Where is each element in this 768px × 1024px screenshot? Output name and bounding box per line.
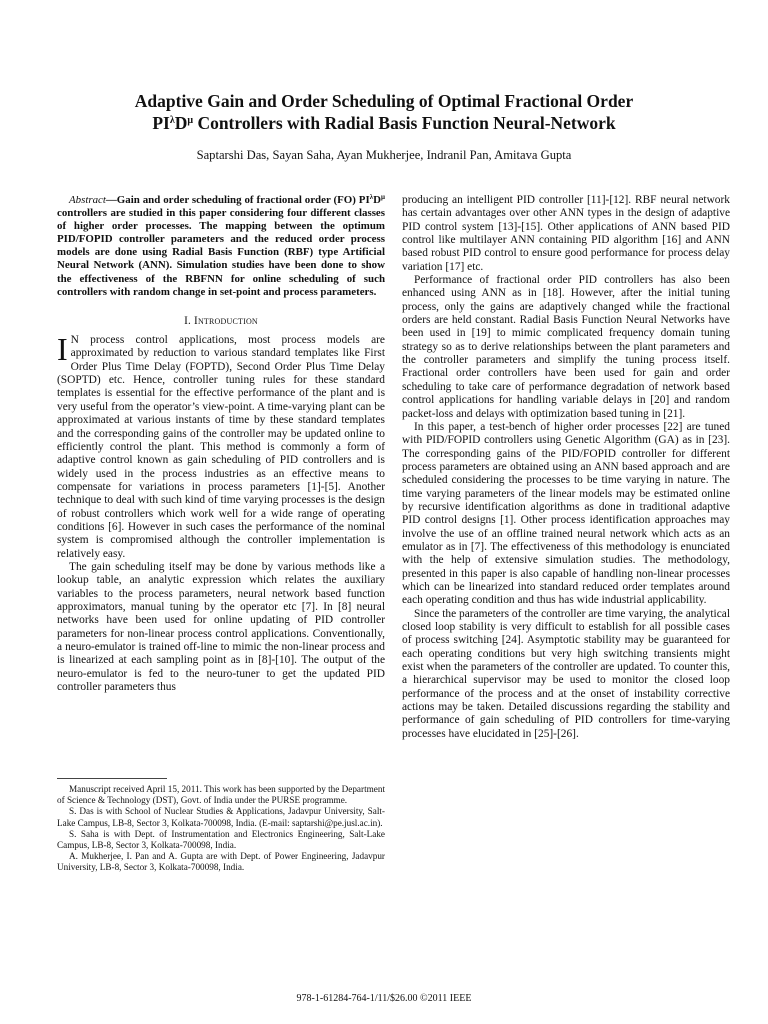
intro-paragraph-1-text: N process control applications, most process models are approximated by reduction to various standard templates like First Order Plus Time Delay (FOPTD), Second Order Plus Time Delay (SOPTD) etc. Hence, controller tuning rules for these standard templates is essential for the effective performance of the plant and is very useful from the operator’s view-point. A time-varying plant can be approximated at various instants of time by these standard templates and the corresponding gains of the controller may be updated online to efficiently control the plant. This method is commonly a form of adaptive control known as gain scheduling of PID controllers and is widely used in the process industries as an effective means to compensate for variations in process parameters [1]-[5]. Another technique to deal with such kind of time varying processes is the design of robust controllers which work well for a wide range of operating conditions [6]. However in such cases the performance of the nominal system is compromised although the controller implementation is relatively easy. [57,334,385,560]
abstract [57,194,385,299]
title-line-2 [40,112,728,134]
right-paragraph-2: Performance of fractional order PID controllers has also been enhanced using ANN as in [18]. However, after the initial tuning process, only the gains are adaptively changed while the fractional orders are held constant. Radial Basis Function Neural Networks have been used in [19] to mimic complicated frequency domain tuning strategy so as to derive relationships between the plant parameters and the controller parameters and simplify the tuning process itself. Fractional order controllers have been used for gain and order scheduling to take care of performance degradation of network based control applications for handling variable delays in [20] and random packet-loss and delays with optimization based tuning in [21]. [402,274,730,420]
section-title: Introduction [194,314,258,327]
title-pi: PI [152,113,170,133]
footnotes [57,784,385,874]
intro-paragraph-1 [57,331,385,561]
footnote-manuscript: Manuscript received April 15, 2011. This work has been supported by the Department of Science & Technology (DST), Govt. of India under the PURSE programme. [57,784,385,806]
abstract-part2: controllers are studied in this paper considering four different classes of higher order processes. The mapping between the optimum PID/FOPID controller parameters and the reduced order process models are done using Radial Basis Function (RBF) type Artificial Neural Network (ANN). Simulation studies have been done to show the effectiveness of the RBFNN for online scheduling of such controllers with random change in set-point and process parameters. [57,207,385,298]
paper-title [40,90,728,134]
abstract-label: Abstract [69,194,106,206]
title-line-1: Adaptive Gain and Order Scheduling of Optimal Fractional Order [134,91,634,111]
abstract-mu: μ [381,193,385,201]
footnote-rule [57,778,167,779]
section-heading-introduction [57,315,385,328]
footnote-saha: S. Saha is with Dept. of Instrumentation and Electronics Engineering, Salt-Lake Campus, LB-8, Sector 3, Kolkata-700098, India. [57,828,385,851]
section-number: I. [184,314,192,327]
footnote-das: S. Das is with School of Nuclear Studies & Applications, Jadavpur University, Salt-Lake Campus, LB-8, Sector 3, Kolkata-700098, India. (E-mail: saptarshi@pe.jusl.ac.in). [57,806,385,828]
title-d: D [174,113,188,133]
abstract-lambda: λ [369,193,374,201]
title-rest: Controllers with Radial Basis Function Neural-Network [193,113,616,133]
footnote-mukherjee-pan-gupta: A. Mukherjee, I. Pan and A. Gupta are with Dept. of Power Engineering, Jadavpur University, LB-8, Sector 3, Kolkata-700098, India. [57,851,385,873]
copyright-footer: 978-1-61284-764-1/11/$26.00 ©2011 IEEE [296,993,472,1004]
right-column [402,194,730,741]
left-column [57,194,385,694]
title-lambda: λ [169,115,175,126]
right-paragraph-4: Since the parameters of the controller are time varying, the analytical closed loop stability is very difficult to establish for all possible cases of process switching [24]. Asymptotic stability may be guaranteed for each operating conditions but very high switching transients might exist when the parameters of the controller are updated. To counter this, a hierarchical supervisor may be used to monitor the closed loop performance of the process and at the onset of instability corrective actions may be taken. Detailed discussions regarding the stability and performance of gain scheduling of PID controllers for time-varying processes have elucidated in [25]-[26]. [402,607,730,740]
abstract-d: D [373,194,382,206]
right-paragraph-3: In this paper, a test-bench of higher order processes [22] are tuned with PID/FOPID controllers using Genetic Algorithm (GA) as in [23]. The corresponding gains of the PID/FOPID controller for different process parameters are obtained using an ANN based approach and are scheduled considering the processes to be time varying in nature. The time varying parameters of the linear models may be estimated online by recursive identification algorithms as done in traditional adaptive PID control designs [1]. Other process identification approaches may involve the use of an offline trained neural network which acts as an emulator as in [7]. The effectiveness of this methodology is enunciated with the help of extensive simulation studies. The methodology, presented in this paper is also capable of handling non-linear processes which can be linearized into standard reduced order templates around each operating condition and thus has wide industrial applicability. [402,420,730,607]
title-mu: μ [187,115,194,126]
abstract-part1: —Gain and order scheduling of fractional order (FO) PI [105,194,370,206]
right-paragraph-1: producing an intelligent PID controller [11]-[12]. RBF neural network has certain advantages over other ANN types in the design of adaptive PID control system [13]-[15]. Other applications of ANN based PID control like multilayer ANN containing PID algorithm [16] and ANN based robust PID control to ensure good performance for process delay variation [17] etc. [402,194,730,273]
author-list: Saptarshi Das, Sayan Saha, Ayan Mukherjee, Indranil Pan, Amitava Gupta [196,148,572,162]
intro-paragraph-2: The gain scheduling itself may be done by various methods like a lookup table, an analytic expression which relates the auxiliary variables to the process parameters, neural network based function approximators, manual tuning by the operator etc [7]. In [8] neural networks have been used for online updating of PID controller parameters for non-linear process control applications. Conventionally, a neuro-emulator is trained off-line to mimic the non-linear process and is linearized at each sampling point as in [8]-[10]. The output of the neuro-emulator is fed to the neuro-tuner to get the updated PID controller parameters thus [57,560,385,694]
drop-cap: I [57,331,68,368]
